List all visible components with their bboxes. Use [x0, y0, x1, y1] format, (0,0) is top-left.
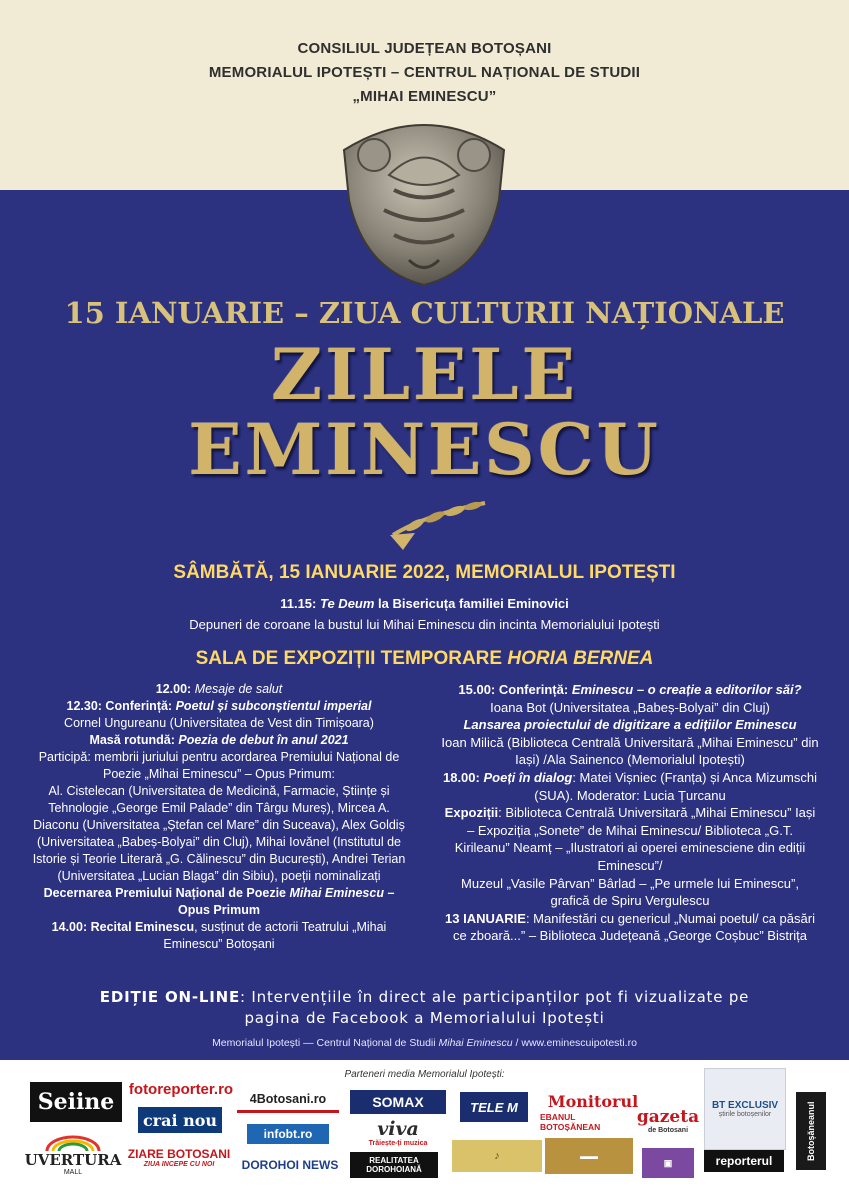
somax-logo[interactable]: SOMAX: [350, 1090, 446, 1114]
t1230-label: 12.30: Conferință:: [66, 699, 173, 713]
award-name: Mihai Eminescu: [289, 886, 384, 900]
hero-title-line-2: EMINESCU: [188, 408, 661, 491]
round-title: Poezia de debut în anul 2021: [178, 733, 349, 747]
t1230-speaker: Cornel Ungureanu (Universitatea de Vest din Timișoara): [64, 716, 374, 730]
footer-credit: [0, 1037, 849, 1049]
award-suffix: – Opus Primum: [178, 886, 395, 917]
botosaneanul-logo[interactable]: Botoșăneanul: [796, 1092, 826, 1170]
event-date-location: SÂMBĂTĂ, 15 IANUARIE 2022, MEMORIALUL IPOTEȘTI: [173, 562, 676, 583]
program-right-column: [440, 681, 820, 945]
hero-title-line-1: ZILELE: [271, 333, 578, 416]
dorohoi-news-logo[interactable]: DOROHOI NEWS: [241, 1158, 339, 1172]
jury-names: Al. Cistelecan (Universitatea de Medicină, Farmacie, Științe și Tehnologie „George Emil Palade” din Târgu Mureș), Mircea A. Diaconu (Universitatea „Ștefan cel Mare” din Suceava), Alex Goldiș (Universitatea „Babeș-Bolyai” din Cluj), Mihai Iovănel (Institutul de Istorie și Teorie Literară „G. Călinescu” din București), Andrei Terian (Universitatea „Lucian Blaga” din Sibiu), poeții nominalizați: [32, 784, 406, 883]
ziare-tagline: ZIUA INCEPE CU NOI: [143, 1160, 215, 1168]
jan13-label: 13 IANUARIE: [445, 910, 526, 926]
hall-title: [0, 648, 849, 670]
jan13-text: : Manifestări cu genericul „Numai poetul/ ca păsări ce zboară...” – Biblioteca Județeană „George Coșbuc” Bistrița: [452, 910, 815, 944]
t1800-time: 18.00:: [442, 769, 480, 785]
footer-prefix: Memorialul Ipotești — Centrul Național de Studii: [212, 1037, 439, 1049]
online-text-1: : Intervențiile în direct ale participanților pot fi vizualizate pe: [240, 988, 750, 1006]
t1500-title: Eminescu – o creație a editorilor săi?: [571, 682, 802, 697]
seiine-logo[interactable]: Seiine: [30, 1082, 122, 1122]
monitorul-logo[interactable]: Monitorul: [547, 1091, 639, 1111]
uvertura-name: UVERTURA: [24, 1150, 122, 1169]
org-line-1: CONSILIUL JUDEȚEAN BOTOȘANI: [297, 40, 552, 57]
bt-exclusiv-name: BT EXCLUSIV: [711, 1100, 779, 1111]
org-line-3: „MIHAI EMINESCU”: [352, 88, 497, 105]
print-partner-logo[interactable]: ▬▬: [545, 1138, 633, 1174]
round-label: Masă rotundă:: [89, 733, 175, 747]
media-partner-logo[interactable]: ▣: [642, 1148, 694, 1178]
t1230-title: Poetul și subconștientul imperial: [175, 699, 372, 713]
wreath-laying: Depuneri de coroane la bustul lui Mihai Eminescu din incinta Memorialului Ipotești: [189, 617, 660, 632]
4botosani-logo[interactable]: 4Botosani.ro: [237, 1088, 339, 1113]
infobt-logo[interactable]: infobt.ro: [247, 1124, 329, 1144]
morning-time: 11.15:: [280, 596, 317, 611]
footer-suffix: / www.eminescuipotesti.ro: [512, 1037, 637, 1049]
morning-title: Te Deum: [320, 596, 375, 611]
bt-exclusiv-logo[interactable]: [704, 1068, 786, 1150]
exhibitions-text: : Biblioteca Centrală Universitară „Mihai Eminescu” Iași – Expoziția „Sonete” de Mihai Eminescu/ Biblioteca „G.T. Kirileanu” Neamț – „Ilustratori ai operei eminesciene din ediții Eminescu”/: [454, 805, 816, 873]
uvertura-mall: MALL: [63, 1168, 83, 1176]
morning-place: la Bisericuța familiei Eminovici: [374, 596, 569, 611]
laurel-branch-icon: [385, 495, 495, 555]
launch-speakers: Ioan Milică (Biblioteca Centrală Universitară „Mihai Eminescu” din Iași) /Ala Sainenco (Memorialul Ipotești): [441, 734, 819, 768]
crai-nou-logo[interactable]: crai nou: [138, 1107, 222, 1133]
reporterul-logo[interactable]: reporterul: [704, 1150, 784, 1172]
t1500-speaker: Ioana Bot (Universitatea „Babeș-Bolyai” din Cluj): [490, 699, 770, 715]
hero-subtitle: 15 IANUARIE – ZIUA CULTURII NAȚIONALE: [64, 296, 785, 330]
online-notice-line-2: pagina de Facebook a Memorialului Ipotești: [244, 1009, 605, 1027]
t1800-text: : Matei Vișniec (Franța) și Anca Mizumschi (SUA). Moderator: Lucia Țurcanu: [534, 769, 817, 803]
ornament-medallion-icon: [334, 110, 514, 290]
gazeta-sub: de Botosani: [647, 1126, 689, 1134]
bt-exclusiv-sub: știrile botoșenilor: [718, 1111, 772, 1118]
hall-name: HORIA BERNEA: [507, 648, 654, 669]
music-partner-logo[interactable]: ♪: [452, 1140, 542, 1172]
museum-exhibition: Muzeul „Vasile Pârvan” Bârlad – „Pe urmele lui Eminescu”, grafică de Spiru Vergulescu: [461, 875, 799, 909]
online-label: EDIȚIE ON-LINE: [99, 988, 241, 1006]
viva-name: viva: [377, 1117, 419, 1140]
gazeta-botosani-logo[interactable]: [636, 1102, 700, 1138]
viva-tagline: Trăiește-ți muzica: [368, 1139, 428, 1147]
participants: Participă: membrii juriului pentru acordarea Premiului Național de Poezie „Mihai Eminescu” – Opus Primum:: [38, 750, 400, 781]
fotoreporter-logo[interactable]: fotoreporter.ro: [128, 1080, 234, 1098]
program-left-column: [30, 681, 408, 953]
t1800-title: Poeți în dialog: [483, 769, 573, 785]
gazeta-name: gazeta: [636, 1106, 700, 1127]
footer-italic: Mihai Eminescu: [438, 1037, 513, 1049]
viva-fm-logo[interactable]: [352, 1116, 444, 1148]
t1400-label: 14.00: Recital Eminescu: [51, 920, 195, 934]
award-prefix: Decernarea Premiului Național de Poezie: [43, 886, 287, 900]
rainbow-arc-icon: [43, 1135, 103, 1151]
morning-ceremony: [0, 596, 849, 611]
exhibitions-label: Expoziții: [444, 805, 499, 821]
org-line-2: MEMORIALUL IPOTEȘTI – CENTRUL NAȚIONAL DE STUDII: [208, 64, 641, 81]
t1200-time: 12.00:: [155, 682, 192, 696]
t1500-label: 15.00: Conferință:: [458, 682, 569, 697]
hall-prefix: SALA DE EXPOZIȚII TEMPORARE: [195, 648, 508, 669]
ziare-botosani-logo[interactable]: [124, 1140, 234, 1174]
t1200-text: Mesaje de salut: [194, 682, 283, 696]
launch-title: Lansarea proiectului de digitizare a edițiilor Eminescu: [463, 717, 797, 733]
ziare-name: ZIARE BOTOSANI: [127, 1146, 231, 1161]
online-notice-line-1: [0, 988, 849, 1006]
tele-m-logo[interactable]: TELE M: [460, 1092, 528, 1122]
partners-label: Parteneri media Memorialul Ipotești:: [344, 1069, 505, 1080]
realitatea-logo[interactable]: REALITATEA DOROHOIANĂ: [350, 1152, 438, 1178]
uvertura-logo[interactable]: [24, 1130, 122, 1180]
t1400-text: , susținut de actorii Teatrului „Mihai Eminescu” Botoșani: [163, 920, 387, 951]
ebanul-logo[interactable]: EBANUL BOTOȘĂNEAN: [540, 1112, 601, 1132]
